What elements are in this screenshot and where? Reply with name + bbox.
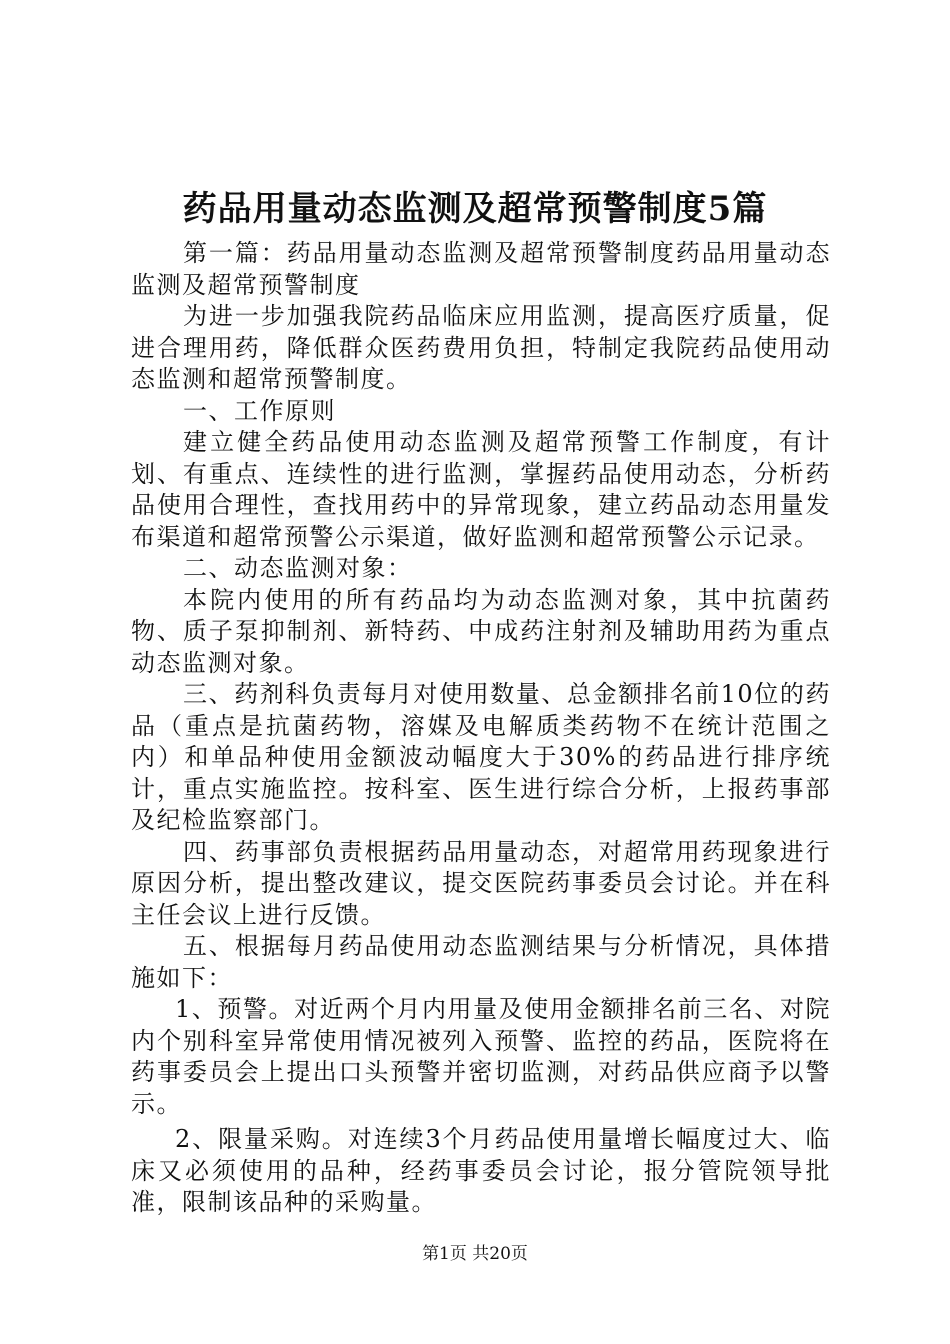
paragraph-purpose: 为进一步加强我院药品临床应用监测，提高医疗质量，促进合理用药，降低群众医药费用负担，特制定我院药品使用动态监测和超常预警制度。 (131, 302, 831, 393)
paragraph-principles: 建立健全药品使用动态监测及超常预警工作制度，有计划、有重点、连续性的进行监测，掌握药品使用动态，分析药品使用合理性，查找用药中的异常现象，建立药品动态用量发布渠道和超常预警公示渠道，做好监测和超常预警公示记录。 (131, 428, 831, 551)
section-heading-objects: 二、动态监测对象： (183, 554, 413, 582)
paragraph-objects: 本院内使用的所有药品均为动态监测对象，其中抗菌药物、质子泵抑制剂、新特药、中成药注射剂及辅助用药为重点动态监测对象。 (131, 585, 831, 677)
document-title: 药品用量动态监测及超常预警制度5篇 (182, 189, 768, 229)
section-heading-principles: 一、工作原则 (183, 396, 336, 425)
paragraph-section-four: 四、药事部负责根据药品用量动态，对超常用药现象进行原因分析，提出整改建议，提交医院药事委员会讨论。并在科主任会议上进行反馈。 (131, 837, 831, 929)
paragraph-intro-heading: 第一篇：药品用量动态监测及超常预警制度药品用量动态监测及超常预警制度 (131, 239, 831, 299)
list-item-limited-purchase: 2、限量采购。对连续3个月药品使用量增长幅度过大、临床又必须使用的品种，经药事委员会讨论，报分管院领导批准，限制该品种的采购量。 (131, 1125, 831, 1216)
paragraph-section-five: 五、根据每月药品使用动态监测结果与分析情况，具体措施如下： (131, 932, 831, 992)
page-footer: 第1页 共20页 (422, 1244, 528, 1264)
document-body (131, 238, 831, 1219)
paragraph-section-three: 三、药剂科负责每月对使用数量、总金额排名前10位的药品（重点是抗菌药物，溶媒及电解质类药物不在统计范围之内）和单品种使用金额波动幅度大于30%的药品进行排序统计，重点实施监控。按科室、医生进行综合分析，上报药事部及纪检监察部门。 (131, 680, 831, 834)
list-item-warning: 1、预警。对近两个月内用量及使用金额排名前三名、对院内个别科室异常使用情况被列入预警、监控的药品，医院将在药事委员会上提出口头预警并密切监测，对药品供应商予以警示。 (131, 995, 831, 1118)
